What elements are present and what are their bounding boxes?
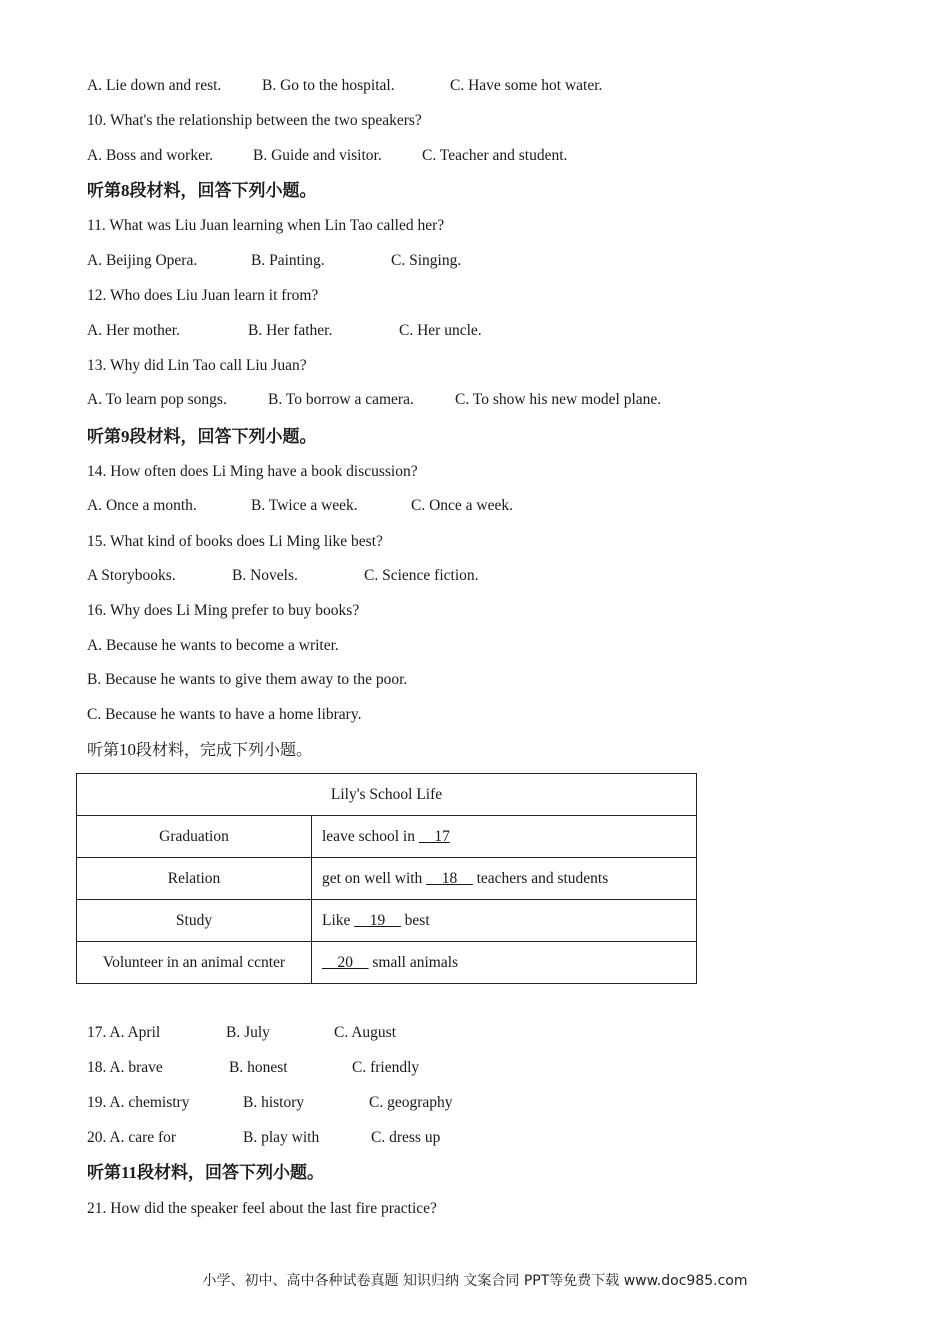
q14-option-c: C. Once a week.: [411, 497, 513, 514]
blank-17: __17: [418, 827, 450, 845]
q18-option-a: 18. A. brave: [87, 1059, 163, 1076]
q15-option-c: C. Science fiction.: [364, 567, 479, 584]
q13-option-b: B. To borrow a camera.: [268, 391, 414, 408]
page-footer: 小学、初中、高中各种试卷真题 知识归纳 文案合同 PPT等免费下载 www.doc985.com: [202, 1273, 748, 1289]
row-content: leave school in __17: [312, 816, 697, 858]
q16-option-c: C. Because he wants to have a home library.: [87, 706, 362, 723]
row-label: Graduation: [77, 816, 312, 858]
q20-option-c: C. dress up: [371, 1129, 441, 1146]
row-content: get on well with __18__ teachers and students: [312, 858, 697, 900]
q9-option-b: B. Go to the hospital.: [262, 77, 395, 94]
q12-option-c: C. Her uncle.: [399, 322, 482, 339]
q12-question: 12. Who does Liu Juan learn it from?: [87, 287, 319, 304]
row-label: Study: [77, 900, 312, 942]
school-life-table: [76, 773, 697, 984]
q10-option-b: B. Guide and visitor.: [253, 147, 382, 164]
q17-option-a: 17. A. April: [87, 1024, 161, 1041]
table-row: [77, 858, 697, 900]
q11-option-c: C. Singing.: [391, 252, 462, 269]
row-label: Relation: [77, 858, 312, 900]
section-8-heading: 听第8段材料，回答下列小题。: [87, 181, 317, 201]
q20-option-b: B. play with: [243, 1129, 320, 1146]
q10-option-c: C. Teacher and student.: [422, 147, 568, 164]
table-row: [77, 900, 697, 942]
q12-option-a: A. Her mother.: [87, 322, 180, 339]
q20-option-a: 20. A. care for: [87, 1129, 177, 1146]
blank-18: __18__: [426, 869, 473, 887]
table-row: [77, 816, 697, 858]
blank-20: __20__: [322, 953, 369, 971]
q9-option-a: A. Lie down and rest.: [87, 77, 222, 94]
q19-option-a: 19. A. chemistry: [87, 1094, 190, 1111]
q19-option-b: B. history: [243, 1094, 305, 1111]
q11-question: 11. What was Liu Juan learning when Lin Tao called her?: [87, 217, 445, 234]
row-content: __20__ small animals: [312, 942, 697, 984]
q15-option-a: A Storybooks.: [87, 567, 176, 584]
row-label: Volunteer in an animal ccnter: [77, 942, 312, 984]
row-content: Like __19__ best: [312, 900, 697, 942]
q16-option-a: A. Because he wants to become a writer.: [87, 637, 339, 654]
blank-19: __19__: [354, 911, 401, 929]
table-title: Lily's School Life: [77, 774, 697, 816]
q10-option-a: A. Boss and worker.: [87, 147, 214, 164]
q11-option-a: A. Beijing Opera.: [87, 252, 198, 269]
table-title-row: [77, 774, 697, 816]
q15-option-b: B. Novels.: [232, 567, 298, 584]
q13-option-c: C. To show his new model plane.: [455, 391, 662, 408]
q10-question: 10. What's the relationship between the two speakers?: [87, 112, 422, 129]
q14-question: 14. How often does Li Ming have a book discussion?: [87, 463, 418, 480]
q9-option-c: C. Have some hot water.: [450, 77, 603, 94]
section-10-heading: 听第10段材料，完成下列小题。: [87, 740, 313, 759]
section-11-heading: 听第11段材料，回答下列小题。: [87, 1163, 325, 1183]
q16-option-b: B. Because he wants to give them away to the poor.: [87, 671, 408, 688]
q14-option-a: A. Once a month.: [87, 497, 197, 514]
q18-option-c: C. friendly: [352, 1059, 420, 1076]
section-9-heading: 听第9段材料，回答下列小题。: [87, 427, 317, 447]
q11-option-b: B. Painting.: [251, 252, 325, 269]
q17-option-b: B. July: [226, 1024, 270, 1041]
q14-option-b: B. Twice a week.: [251, 497, 358, 514]
q12-option-b: B. Her father.: [248, 322, 333, 339]
q13-question: 13. Why did Lin Tao call Liu Juan?: [87, 357, 307, 374]
q15-question: 15. What kind of books does Li Ming like best?: [87, 533, 383, 550]
q16-question: 16. Why does Li Ming prefer to buy books?: [87, 602, 360, 619]
q18-option-b: B. honest: [229, 1059, 288, 1076]
q13-option-a: A. To learn pop songs.: [87, 391, 227, 408]
q21-question: 21. How did the speaker feel about the last fire practice?: [87, 1200, 437, 1217]
q17-option-c: C. August: [334, 1024, 397, 1041]
q19-option-c: C. geography: [369, 1094, 453, 1111]
table-row: [77, 942, 697, 984]
